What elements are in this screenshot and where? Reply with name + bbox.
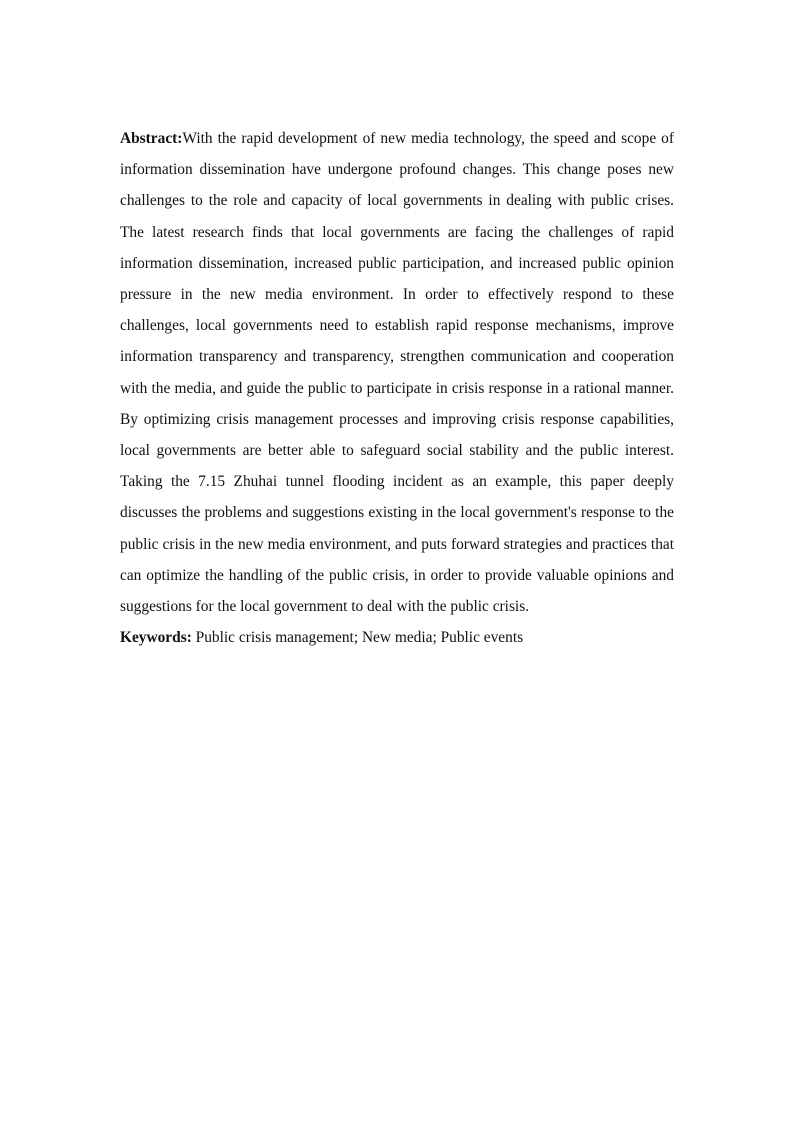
abstract-paragraph	[120, 123, 674, 622]
abstract-label: Abstract:	[120, 130, 183, 147]
keywords-label: Keywords:	[120, 629, 192, 647]
keywords-text: Public crisis management; New media; Public events	[191, 629, 524, 647]
keywords-paragraph	[120, 622, 674, 653]
abstract-section	[120, 123, 674, 653]
abstract-text: With the rapid development of new media technology, the speed and scope of information dissemination have undergone profound changes. This change poses new challenges to the role and capacity of local governments in dealing with public crises. The latest research finds that local governments are facing the challenges of rapid information dissemination, increased public participation, and increased public opinion pressure in the new media environment. In order to effectively respond to these challenges, local governments need to establish rapid response mechanisms, improve information transparency and transparency, strengthen communication and cooperation with the media, and guide the public to participate in crisis response in a rational manner. By optimizing crisis management processes and improving crisis response capabilities, local governments are better able to safeguard social stability and the public interest. Taking the 7.15 Zhuhai tunnel flooding incident as an example, this paper deeply discusses the problems and suggestions existing in the local government's response to the public crisis in the new media environment, and puts forward strategies and practices that can optimize the handling of the public crisis, in order to provide valuable opinions and suggestions for the local government to deal with the public crisis.	[120, 130, 674, 616]
